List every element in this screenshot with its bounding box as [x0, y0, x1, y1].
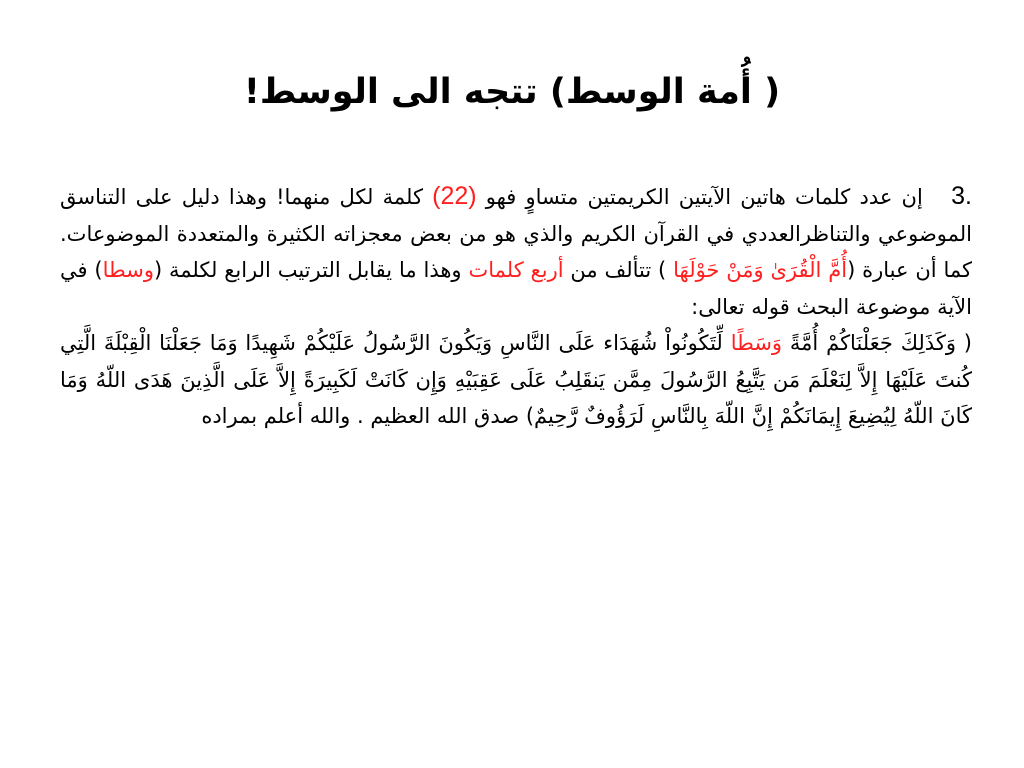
- paragraph-text-4: وهذا ما يقابل الترتيب الرابع لكلمة (: [153, 258, 462, 282]
- four-words-highlight: أربع كلمات: [468, 258, 564, 282]
- paragraph-text-1: إن عدد كلمات هاتين الآيتين الكريمتين متساوٍ فهو: [485, 185, 923, 209]
- verse-text-2: لِّتَكُونُواْ شُهَدَاء عَلَى النَّاسِ وَيَكُونَ الرَّسُولُ عَلَيْكُمْ شَهِيدًا وَمَا جَعَلْنَا الْقِبْلَةَ الَّتِي كُنتَ عَلَيْهَا إِلاَّ لِنَعْلَمَ مَن يَتَّبِعُ الرَّسُولَ مِمَّن يَنقَلِبُ عَلَى عَقِبَيْهِ وَإِن كَانَتْ لَكَبِيرَةً إِلاَّ عَلَى الَّذِينَ هَدَى اللّهُ وَمَا كَانَ اللّهُ لِيُضِيعَ إِيمَانَكُمْ إِنَّ اللّهَ بِالنَّاسِ لَرَؤُوفٌ رَّحِيمٌ) صدق الله العظيم . والله أعلم بمراده: [60, 331, 972, 428]
- slide-body: [60, 178, 972, 435]
- paragraph-text-2: كلمة لكل منهما! وهذا دليل على التناسق الموضوعي والتناظرالعددي في القرآن الكريم والذي هو من بعض معجزاته الكثيرة والمتعددة الموضوعات. كما أن عبارة (: [60, 185, 973, 282]
- verse-text-1: ( وَكَذَلِكَ جَعَلْنَاكُمْ أُمَّةً: [789, 331, 972, 355]
- slide-title: ( أُمة الوسط) تتجه الى الوسط!: [243, 72, 781, 112]
- wasat-highlight: وسطا: [102, 258, 154, 282]
- paragraph-text-3: ) تتألف من: [570, 258, 667, 282]
- quranic-phrase-highlight: أُمَّ الْقُرَىٰ وَمَنْ حَوْلَهَا: [673, 258, 848, 282]
- paragraph-item-3: [60, 178, 972, 325]
- verse-paragraph: [60, 325, 972, 435]
- paragraph-text-5: ) في الآية موضوعة البحث قوله تعالى:: [60, 258, 972, 319]
- list-item-number: 3.: [951, 182, 972, 210]
- word-count-highlight: (22): [432, 182, 477, 210]
- verse-wasat-highlight: وَسَطًا: [730, 331, 783, 355]
